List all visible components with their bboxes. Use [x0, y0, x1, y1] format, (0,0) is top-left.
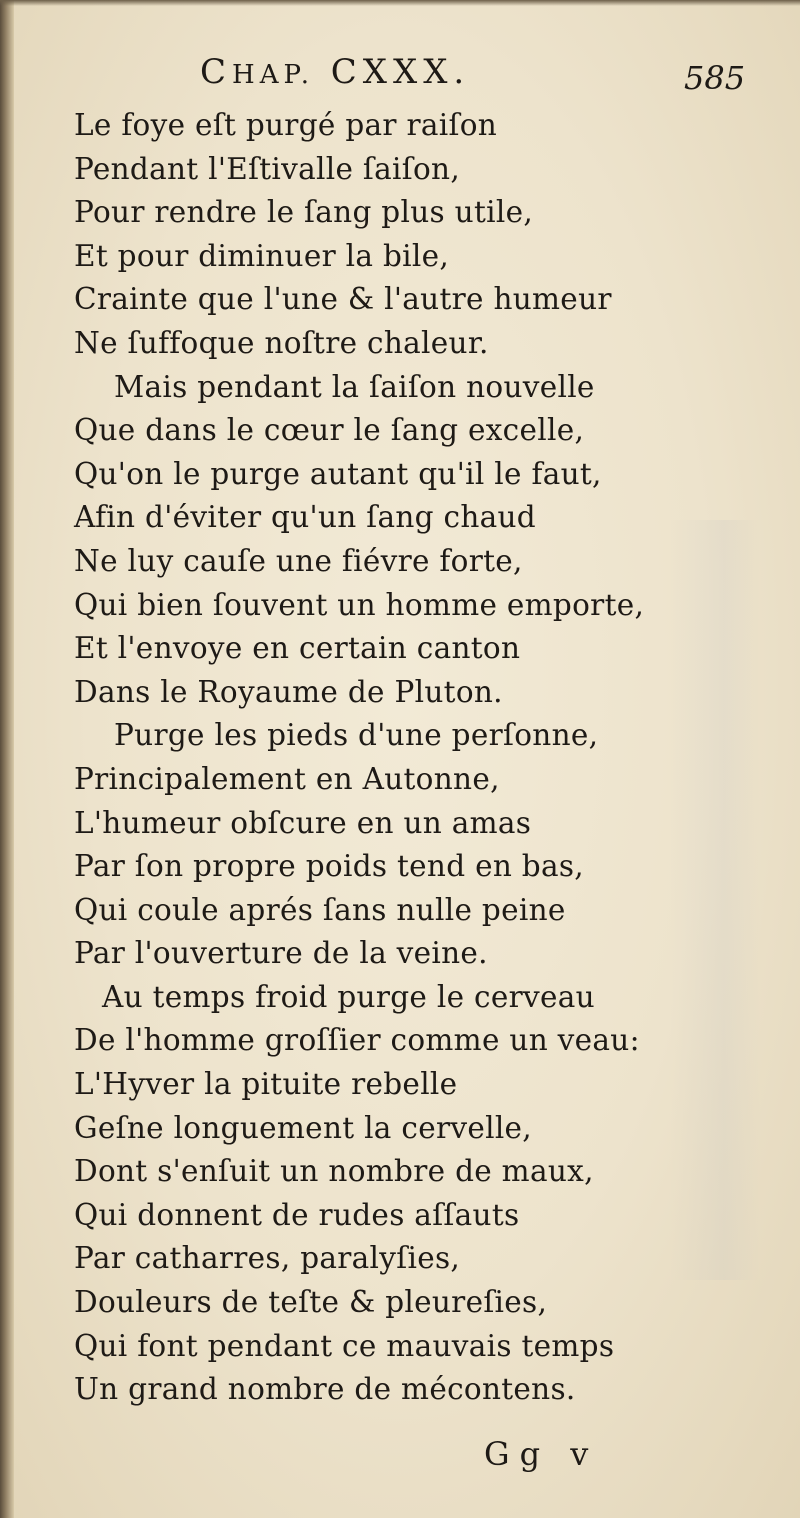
chapter-number: CXXX.: [330, 52, 471, 92]
poem-line: Douleurs de teſte & pleureſies,: [74, 1285, 548, 1320]
poem-line: Qu'on le purge autant qu'il le faut,: [74, 456, 602, 491]
poem-line: L'humeur obſcure en un amas: [74, 805, 532, 840]
poem-line: Afin d'éviter qu'un ſang chaud: [74, 500, 536, 535]
poem-line: Que dans le cœur le ſang excelle,: [74, 413, 585, 448]
poem-text: [74, 104, 784, 1412]
poem-line: Ne luy cauſe une fiévre forte,: [74, 543, 523, 578]
page-number: 585: [684, 59, 746, 97]
chapter-word-cap: C: [200, 52, 233, 92]
poem-line: Dont s'enſuit un nombre de maux,: [74, 1154, 594, 1189]
poem-line: Crainte que l'une & l'autre humeur: [74, 282, 612, 317]
poem-line: Par catharres, paralyſies,: [74, 1241, 461, 1276]
poem-line: Principalement en Autonne,: [74, 761, 500, 796]
poem-line: Purge les pieds d'une perſonne,: [114, 718, 599, 753]
poem-line: Qui font pendant ce mauvais temps: [74, 1328, 615, 1363]
chapter-word-rest: HAP.: [232, 60, 314, 90]
running-head: [200, 52, 470, 95]
poem-line: Au temps froid purge le cerveau: [102, 979, 595, 1014]
poem-line: Pendant l'Eſtivalle ſaiſon,: [74, 151, 461, 186]
poem-line: Ne ſuffoque noſtre chaleur.: [74, 325, 489, 360]
poem-line: Par l'ouverture de la veine.: [74, 936, 488, 971]
poem-line: Et pour diminuer la bile,: [74, 238, 450, 273]
poem-line: Qui coule aprés ſans nulle peine: [74, 892, 566, 927]
poem-line: Et l'envoye en certain canton: [74, 631, 521, 666]
poem-line: L'Hyver la pituite rebelle: [74, 1067, 458, 1102]
poem-line: Par ſon propre poids tend en bas,: [74, 849, 584, 884]
poem-line: De l'homme groſſier comme un veau:: [74, 1023, 640, 1058]
poem-line: Geſne longuement la cervelle,: [74, 1110, 532, 1145]
signature-mark: Gg v: [484, 1435, 599, 1473]
poem-line: Dans le Royaume de Pluton.: [74, 674, 503, 709]
poem-line: Le foye eſt purgé par raiſon: [74, 108, 498, 142]
poem-line: Mais pendant la ſaiſon nouvelle: [114, 369, 595, 404]
page-top-edge: [0, 0, 800, 6]
binding-gutter: [0, 0, 14, 1518]
poem-line: Qui donnent de rudes aſſauts: [74, 1197, 520, 1232]
poem-line: Un grand nombre de mécontens.: [74, 1372, 576, 1407]
poem-line: Pour rendre le ſang plus utile,: [74, 195, 534, 230]
poem-line: Qui bien ſouvent un homme emporte,: [74, 587, 645, 622]
